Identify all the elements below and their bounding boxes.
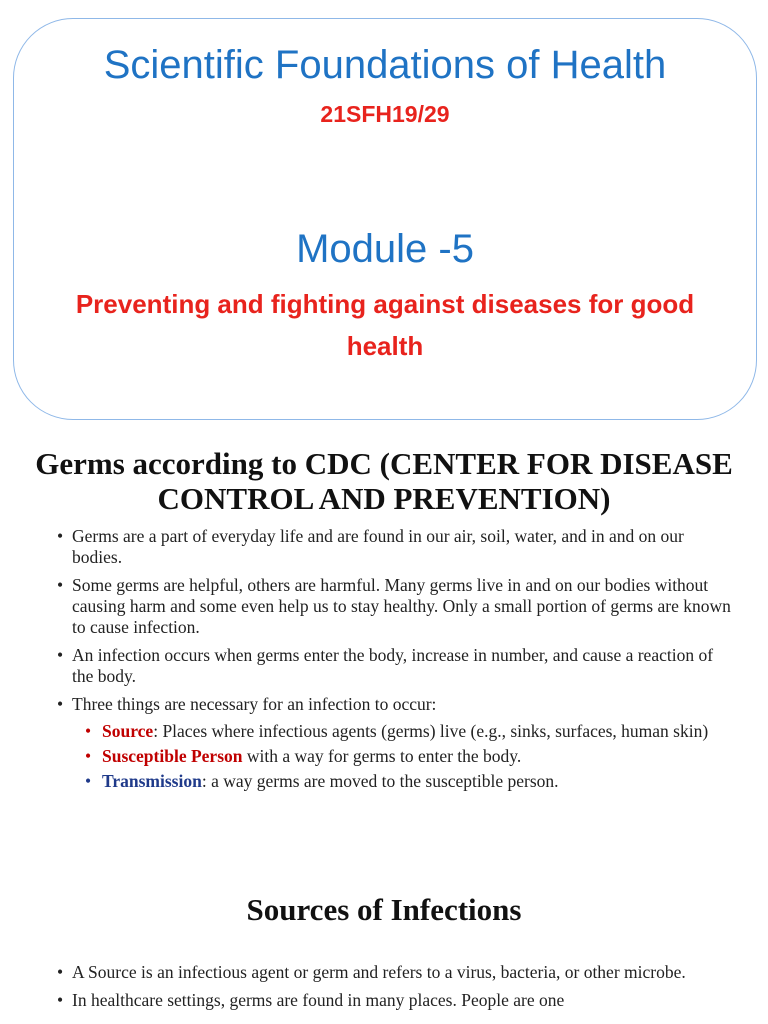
bullet-item: • Some germs are helpful, others are harmful. Many germs live in and on our bodies without causing harm and some even help us to stay healthy. Only a small portion of germs are known to cause infection.: [55, 575, 735, 638]
requirement-text: with a way for germs to enter the body.: [242, 746, 522, 766]
requirements-list: [72, 721, 735, 792]
course-title: Scientific Foundations of Health: [103, 43, 667, 87]
requirement-susceptible-person: [72, 746, 735, 767]
requirement-term: Source: [102, 721, 154, 741]
bullet-item: • A Source is an infectious agent or germ and refers to a virus, bacteria, or other microbe.: [55, 962, 735, 983]
requirement-text: : Places where infectious agents (germs) live (e.g., sinks, surfaces, human skin): [153, 721, 709, 741]
germs-bullet-list: [55, 526, 735, 799]
course-code: 21SFH19/29: [320, 101, 450, 127]
germs-section-title: Germs according to CDC (CENTER FOR DISEASE CONTROL AND PREVENTION): [35, 446, 733, 516]
sources-section-title: Sources of Infections: [246, 892, 522, 927]
bullet-item: • An infection occurs when germs enter the body, increase in number, and cause a reaction of the body.: [55, 645, 735, 687]
requirement-term: Transmission: [102, 771, 202, 791]
bullet-text: Three things are necessary for an infection to occur:: [72, 694, 437, 714]
module-subtitle: Preventing and fighting against diseases for good health: [75, 289, 695, 361]
bullet-item-requirements: [55, 694, 735, 792]
bullet-item: • Germs are a part of everyday life and are found in our air, soil, water, and in and on our bodies.: [55, 526, 735, 568]
bullet-item: • In healthcare settings, germs are found in many places. People are one: [55, 990, 735, 1011]
requirement-term: Susceptible Person: [102, 746, 243, 766]
requirement-text: : a way germs are moved to the susceptible person.: [201, 771, 559, 791]
module-title: Module -5: [296, 227, 474, 271]
requirement-source: [72, 721, 735, 742]
requirement-transmission: [72, 771, 735, 792]
title-slide: [13, 18, 757, 420]
sources-bullet-list: [55, 962, 735, 1018]
